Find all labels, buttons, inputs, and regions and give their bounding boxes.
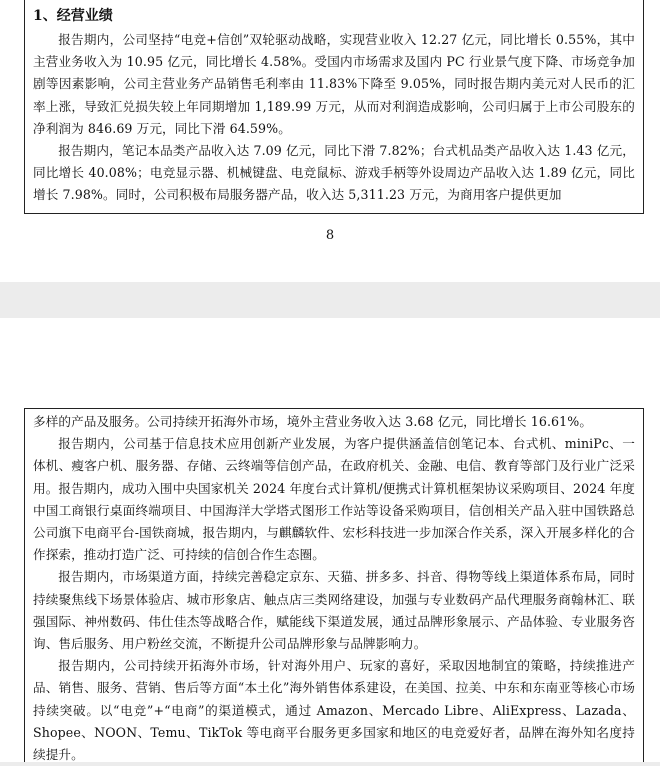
- paragraph-product-revenue: 报告期内，笔记本品类产品收入达 7.09 亿元，同比下滑 7.82%；台式机品类产品收入达 1.43 亿元，同比增长 40.08%；电竞显示器、机械键盘、电竞鼠标、游戏手柄等外设周边产品收入达 1.89 亿元，同比增长 7.98%。同时，公司积极布局服务器产品，收入达 5,311.23 万元，为商用客户提供更加: [33, 143, 635, 203]
- document-page-bottom: [0, 318, 660, 762]
- document-page-top: [0, 0, 660, 282]
- content-frame-bottom: [24, 408, 644, 762]
- page-number: 8: [325, 228, 335, 243]
- paragraph-channels: 报告期内，市场渠道方面，持续完善稳定京东、天猫、拼多多、抖音、得物等线上渠道体系布局，同时持续聚焦线下场景体验店、城市形象店、触点店三类网络建设，加强与专业数码产品代理服务商翰林汇、联强国际、神州数码、伟仕佳杰等战略合作，赋能线下渠道发展，通过品牌形象展示、产品体验、专业服务咨询、售后服务、用户粉丝交流，不断提升公司品牌形象与品牌影响力。: [33, 569, 635, 652]
- paragraph-xinchuang: 报告期内，公司基于信息技术应用创新产业发展，为客户提供涵盖信创笔记本、台式机、miniPc、一体机、瘦客户机、服务器、存储、云终端等信创产品，在政府机关、金融、电信、教育等部门及行业广泛采用。报告期内，成功入围中央国家机关 2024 年度台式计算机/便携式计算机框架协议采购项目、2024 年度中国工商银行桌面终端项目、中国海洋大学塔式图形工作站等设备采购项目，信创相关产品入驻中国铁路总公司旗下电商平台-国铁商城，报告期内，与麒麟软件、宏杉科技进一步加深合作关系，深入开展多样化的合作探索，推动打造广泛、可持续的信创合作生态圈。: [33, 436, 635, 563]
- page-separator: [0, 282, 660, 318]
- section-heading: 1、经营业绩: [33, 8, 113, 24]
- paragraph-overseas: 报告期内，公司持续开拓海外市场，针对海外用户、玩家的喜好，采取因地制宜的策略，持续推进产品、销售、服务、营销、售后等方面“本土化”海外销售体系建设，在美国、拉美、中东和东南亚等核心市场持续突破。以“电竞”+“电商”的渠道模式，通过 Amazon、Mercado Libre、AliExpress、Lazada、Shopee、NOON、Temu、TikTok 等电商平台服务更多国家和地区的电竞爱好者，品牌在海外知名度持续提升。: [33, 658, 635, 763]
- content-frame-top: [24, 0, 644, 214]
- paragraph-operating-results: 报告期内，公司坚持“电竞+信创”双轮驱动战略，实现营业收入 12.27 亿元，同比增长 0.55%，其中主营业务收入为 10.95 亿元，同比增长 4.58%。受国内市场需求及国内 PC 行业景气度下降、市场竞争加剧等因素影响，公司主营业务产品销售毛利率由 11.83%下降至 9.05%，同时报告期内美元对人民币的汇率上涨，导致汇兑损失较上年同期增加 1,189.99 万元，从而对利润造成影响，公司归属于上市公司股东的净利润为 846.69 万元，同比下滑 64.59%。: [33, 32, 635, 136]
- paragraph-continuation: 多样的产品及服务。公司持续开拓海外市场，境外主营业务收入达 3.68 亿元，同比增长 16.61%。: [33, 414, 593, 429]
